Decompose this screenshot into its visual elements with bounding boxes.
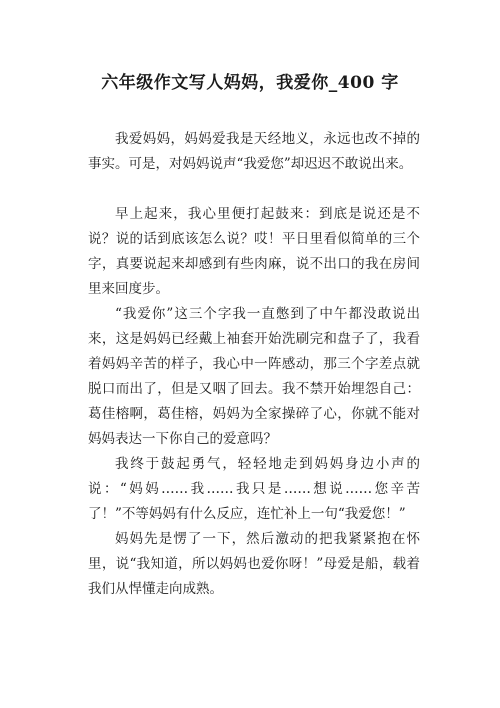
paragraph-2: 早上起来，我心里便打起鼓来：到底是说还是不说？说的话到底该怎么说？哎！平日里看似简单的三个字，真要说起来却感到有些肉麻，说不出口的我在房间里来回度步。 (88, 206, 420, 297)
document-body (88, 127, 420, 602)
paragraph-3: “我爱你”这三个字我一直憋到了中午都没敢说出来，这是妈妈已经戴上袖套开始洗刷完和盘子了，我看着妈妈辛苦的样子，我心中一阵感动，那三个字差点就脱口而出了，但是又咽了回去。我不禁开始埋怨自己：葛佳榕啊，葛佳榕，妈妈为全家操碎了心，你就不能对妈妈表达一下你自己的爱意吗？ (88, 306, 420, 447)
paragraph-1: 我爱妈妈，妈妈爱我是天经地义，永远也改不掉的事实。可是，对妈妈说声“我爱您”却迟迟不敢说出来。 (88, 131, 420, 172)
paragraph-5: 妈妈先是愣了一下，然后激动的把我紧紧抱在怀里，说“我知道，所以妈妈也爱你呀！”母爱是船，载着我们从悍懂走向成熟。 (88, 531, 420, 597)
document-title: 六年级作文写人妈妈，我爱你_400 字 (101, 73, 399, 93)
paragraph-4: 我终于鼓起勇气，轻轻地走到妈妈身边小声的说：“妈妈……我……我只是……想说……您辛苦了！”不等妈妈有什么反应，连忙补上一句“我爱您！” (88, 456, 420, 522)
